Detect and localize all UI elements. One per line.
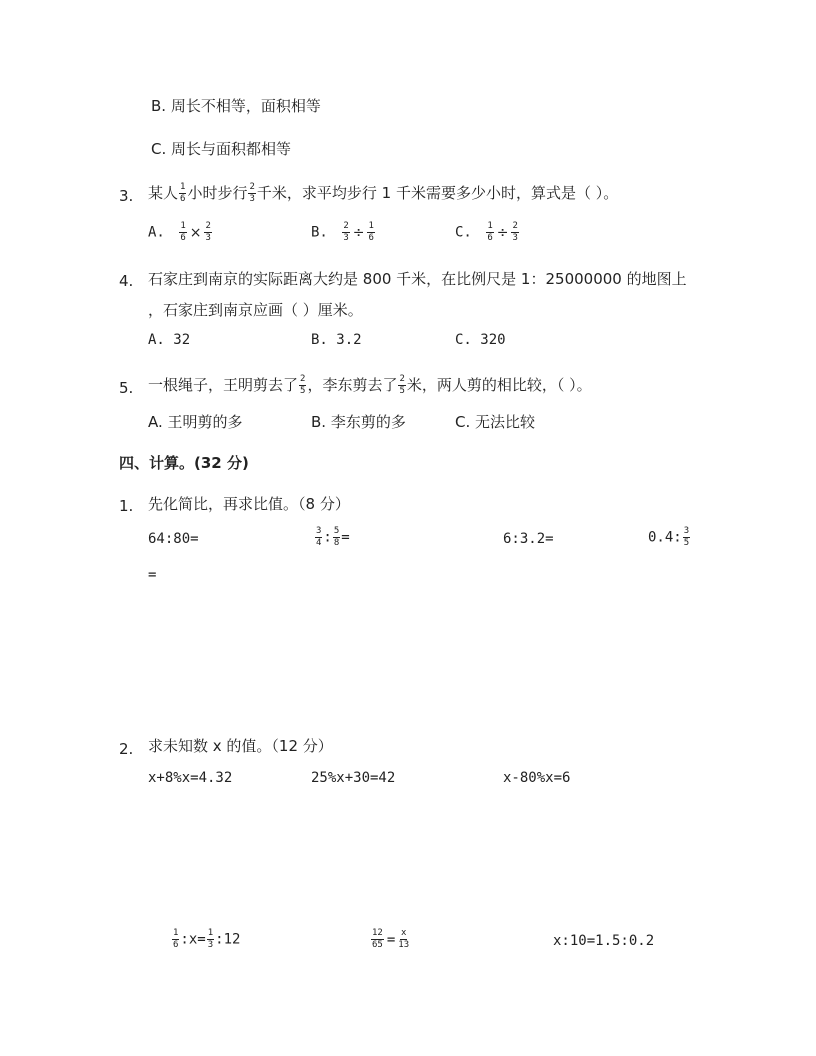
q3-option-a: A. $\frac{1}{6}$ × $\frac{2}{3}$ [148, 221, 211, 243]
q5-option-c: C. 无法比较 [455, 413, 536, 431]
calc2-eq-1: x+8%x=4.32 [148, 770, 233, 786]
q4-option-a: A. 32 [148, 332, 191, 348]
q4-stem-line1: 石家庄到南京的实际距离大约是 800 千米，在比例尺是 1：25000000 的地图上 [148, 270, 687, 288]
calc1-expr-1: 64:80= [148, 531, 199, 547]
q2-option-c: C. 周长与面积都相等 [151, 140, 292, 158]
fraction: $\frac{2}{5}$ [399, 374, 405, 396]
q3-number: 3. [119, 187, 134, 205]
section-heading: 四、计算。(32 分) [119, 454, 249, 472]
calc1-number: 1. [119, 497, 134, 515]
calc2-eq-6: x:10=1.5:0.2 [553, 933, 655, 949]
calc2-eq-4: $\frac{1}{6}$ :x= $\frac{1}{3}$ :12 [173, 928, 241, 950]
q3-option-c: C. $\frac{1}{6}$ ÷ $\frac{2}{3}$ [455, 221, 518, 243]
fraction: $\frac{2}{3}$ [249, 182, 255, 204]
q4-option-b: B. 3.2 [311, 332, 362, 348]
q4-stem-line2: ，石家庄到南京应画（ ）厘米。 [148, 301, 363, 319]
calc1-instruction: 先化简比，再求比值。（8 分） [148, 495, 350, 513]
q5-stem: 一根绳子，王明剪去了 $\frac{2}{5}$ ，李东剪去了 $\frac{2}{5}$ 米，两人剪的相比较，（ ）。 [148, 374, 592, 396]
q5-number: 5. [119, 379, 134, 397]
q3-option-b: B. $\frac{2}{3}$ ÷ $\frac{1}{6}$ [311, 221, 374, 243]
q4-option-c: C. 320 [455, 332, 506, 348]
calc2-eq-3: x-80%x=6 [503, 770, 571, 786]
calc1-expr-4-equals: = [148, 567, 157, 583]
calc2-instruction: 求未知数 x 的值。（12 分） [148, 737, 333, 755]
calc2-eq-2: 25%x+30=42 [311, 770, 396, 786]
calc2-eq-5: $\frac{12}{65}$ = $\frac{x}{13}$ [372, 928, 410, 950]
fraction: $\frac{1}{6}$ [180, 182, 186, 204]
q5-option-b: B. 李东剪的多 [311, 413, 406, 431]
q2-option-b: B. 周长不相等，面积相等 [151, 97, 321, 115]
q4-number: 4. [119, 272, 134, 290]
calc1-expr-2: $\frac{3}{4}$ : $\frac{5}{8}$ = [316, 526, 350, 548]
fraction: $\frac{2}{5}$ [300, 374, 306, 396]
calc2-number: 2. [119, 740, 134, 758]
q3-stem: 某人 $\frac{1}{6}$ 小时步行 $\frac{2}{3}$ 千米，求平均步行 1 千米需要多少小时，算式是（ ）。 [148, 182, 619, 204]
q5-option-a: A. 王明剪的多 [148, 413, 243, 431]
calc1-expr-4: 0.4: $\frac{3}{5}$ [648, 526, 690, 548]
calc1-expr-3: 6:3.2= [503, 531, 554, 547]
